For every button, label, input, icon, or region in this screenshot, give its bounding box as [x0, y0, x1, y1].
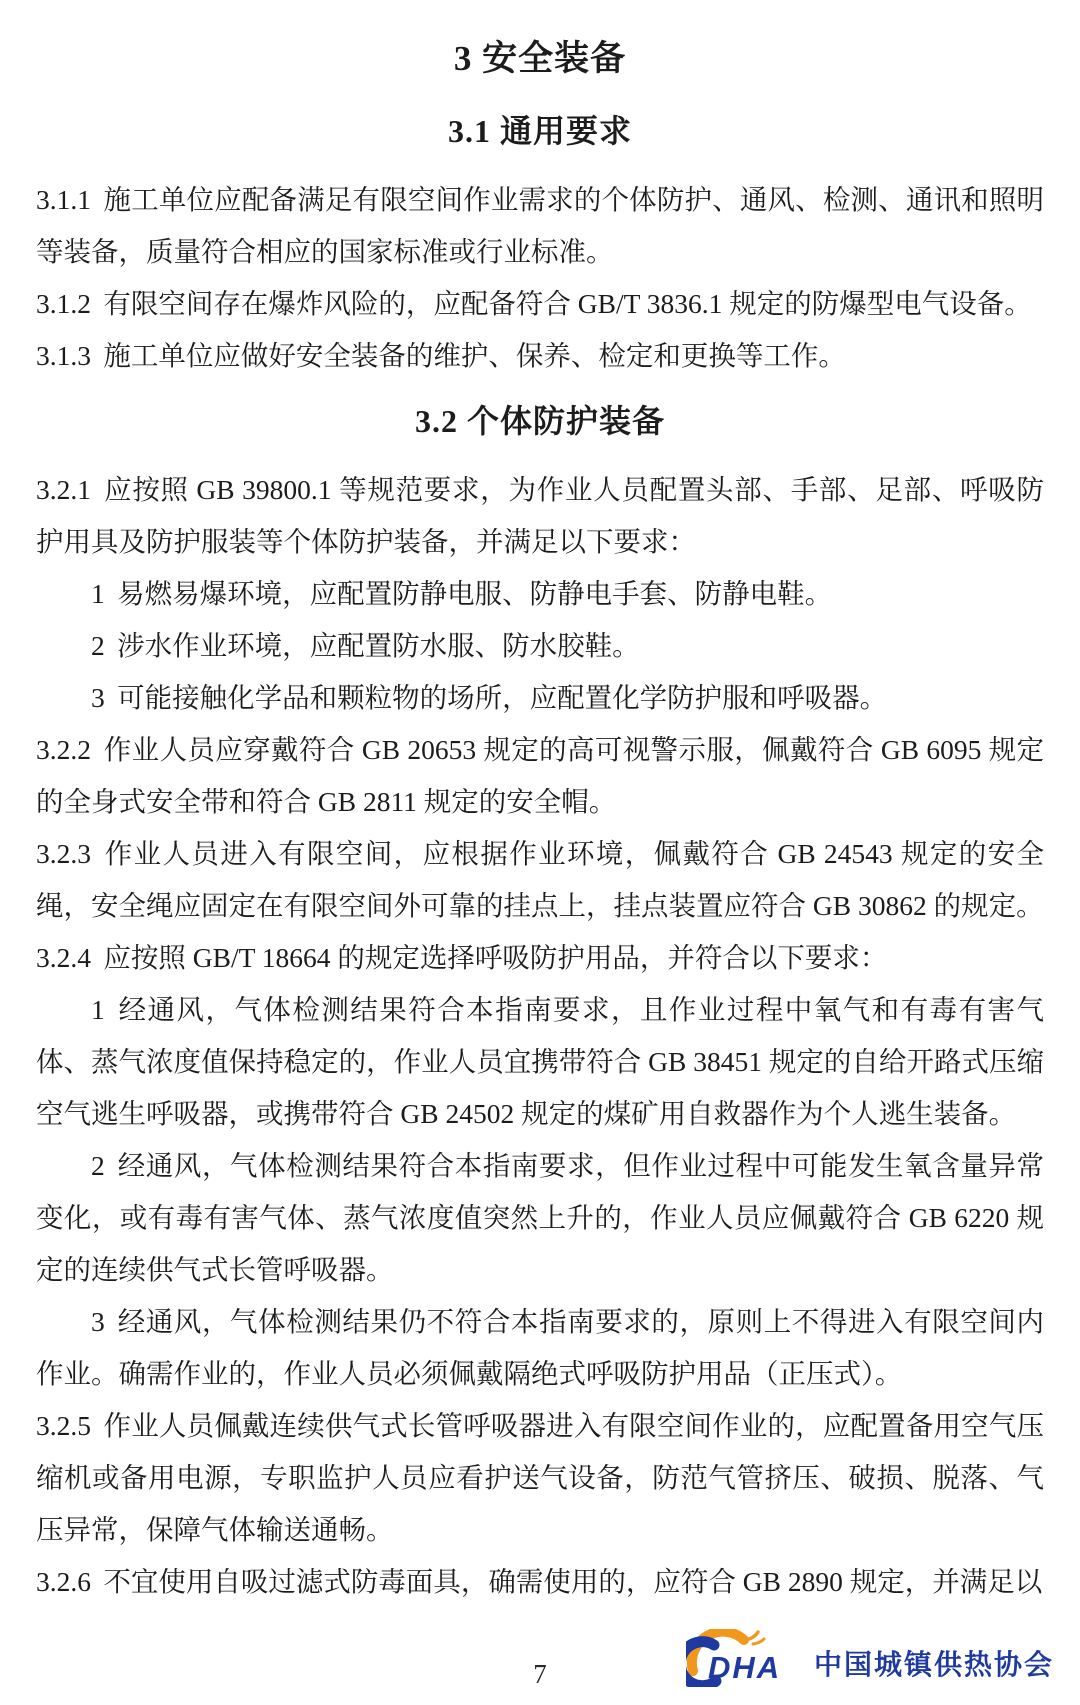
clause-number: 3.2.4: [36, 942, 91, 973]
subitem-3-2-4-3: [36, 1296, 1044, 1400]
paragraph-3-2-1: [36, 464, 1044, 568]
clause-text: 不宜使用自吸过滤式防毒面具，确需使用的，应符合 GB 2890 规定，并满足以: [103, 1566, 1043, 1597]
item-text: 经通风，气体检测结果仍不符合本指南要求的，原则上不得进入有限空间内作业。确需作业的，作业人员必须佩戴隔绝式呼吸防护用品（正压式）。: [36, 1306, 1044, 1389]
dha-acronym: DHA: [707, 1650, 782, 1685]
clause-text: 应按照 GB/T 18664 的规定选择呼吸防护用品，并符合以下要求：: [103, 942, 888, 973]
item-number: 3: [91, 682, 105, 713]
section-3-1-heading: 3.1 通用要求: [447, 113, 632, 149]
item-number: 2: [91, 1150, 105, 1181]
clause-number: 3.2.6: [36, 1566, 91, 1597]
item-number: 2: [91, 630, 105, 661]
paragraph-3-2-5: [36, 1400, 1044, 1556]
clause-number: 3.2.1: [36, 474, 91, 505]
clause-number: 3.1.2: [36, 288, 91, 319]
association-logo: [686, 1629, 1054, 1687]
page-footer: [0, 1615, 1080, 1705]
subitem-3-2-1-2: [36, 620, 1044, 672]
clause-text: 作业人员进入有限空间，应根据作业环境，佩戴符合 GB 24543 规定的安全绳，安全绳应固定在有限空间外可靠的挂点上，挂点装置应符合 GB 30862 的规定。: [36, 838, 1044, 921]
section-3-2-heading: 3.2 个体防护装备: [414, 403, 665, 439]
clause-number: 3.2.5: [36, 1410, 91, 1441]
paragraph-3-2-6: [36, 1556, 1044, 1608]
paragraph-3-2-3: [36, 828, 1044, 932]
clause-number: 3.1.3: [36, 340, 91, 371]
section-personal-protective-equipment: [36, 398, 1044, 1608]
item-text: 经通风，气体检测结果符合本指南要求，且作业过程中氧气和有毒有害气体、蒸气浓度值保持稳定的，作业人员宜携带符合 GB 38451 规定的自给开路式压缩空气逃生呼吸器，或携带符合 GB 24502 规定的煤矿用自救器作为个人逃生装备。: [36, 994, 1044, 1129]
clause-text: 作业人员应穿戴符合 GB 20653 规定的高可视警示服，佩戴符合 GB 6095 规定的全身式安全带和符合 GB 2811 规定的安全帽。: [36, 734, 1044, 817]
section-general-requirements: [36, 108, 1044, 382]
paragraph-3-2-4: [36, 932, 1044, 984]
page-number: 7: [533, 1659, 547, 1689]
paragraph-3-1-1: [36, 174, 1044, 278]
paragraph-3-1-3: [36, 330, 1044, 382]
chapter-title: 3 安全装备: [453, 39, 627, 78]
item-text: 经通风，气体检测结果符合本指南要求，但作业过程中可能发生氧含量异常变化，或有毒有害气体、蒸气浓度值突然上升的，作业人员应佩戴符合 GB 6220 规定的连续供气式长管呼吸器。: [36, 1150, 1044, 1285]
item-number: 1: [91, 578, 105, 609]
clause-text: 施工单位应配备满足有限空间作业需求的个体防护、通风、检测、通讯和照明等装备，质量符合相应的国家标准或行业标准。: [36, 184, 1044, 267]
clause-number: 3.2.3: [36, 838, 91, 869]
subitem-3-2-4-1: [36, 984, 1044, 1140]
clause-number: 3.1.1: [36, 184, 91, 215]
item-text: 易燃易爆环境，应配置防静电服、防静电手套、防静电鞋。: [117, 578, 833, 609]
subitem-3-2-1-3: [36, 672, 1044, 724]
subitem-3-2-4-2: [36, 1140, 1044, 1296]
clause-text: 施工单位应做好安全装备的维护、保养、检定和更换等工作。: [103, 340, 846, 371]
clause-text: 有限空间存在爆炸风险的，应配备符合 GB/T 3836.1 规定的防爆型电气设备。: [103, 288, 1032, 319]
clause-text: 作业人员佩戴连续供气式长管呼吸器进入有限空间作业的，应配置备用空气压缩机或备用电源，专职监护人员应看护送气设备，防范气管挤压、破损、脱落、气压异常，保障气体输送通畅。: [36, 1410, 1044, 1545]
paragraph-3-2-2: [36, 724, 1044, 828]
subitem-3-2-1-1: [36, 568, 1044, 620]
association-name: 中国城镇供热协会: [813, 1648, 1054, 1681]
dha-logo-icon: [686, 1629, 804, 1687]
item-text: 涉水作业环境，应配置防水服、防水胶鞋。: [117, 630, 640, 661]
item-number: 1: [91, 994, 105, 1025]
item-text: 可能接触化学品和颗粒物的场所，应配置化学防护服和呼吸器。: [117, 682, 888, 713]
clause-text: 应按照 GB 39800.1 等规范要求，为作业人员配置头部、手部、足部、呼吸防护用具及防护服装等个体防护装备，并满足以下要求：: [36, 474, 1044, 557]
clause-number: 3.2.2: [36, 734, 91, 765]
item-number: 3: [91, 1306, 105, 1337]
paragraph-3-1-2: [36, 278, 1044, 330]
